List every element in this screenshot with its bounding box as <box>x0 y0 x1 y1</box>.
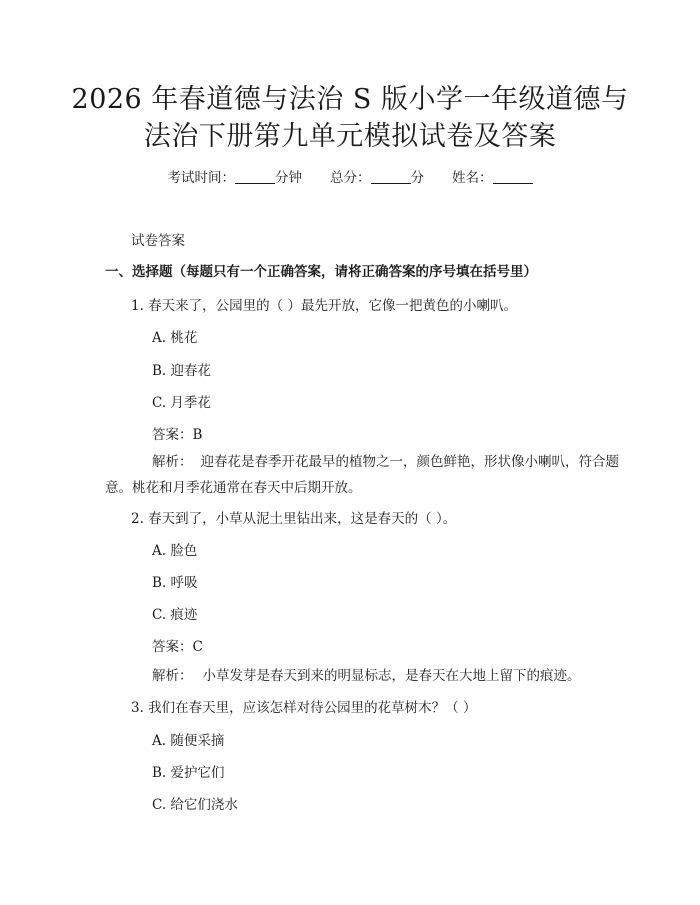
title-line-2: 法治下册第九单元模拟试卷及答案 <box>143 121 557 152</box>
question-1-answer: 答案：B <box>152 427 203 443</box>
question-3-option-a: A. 随便采摘 <box>152 733 225 749</box>
time-label: 考试时间： <box>167 170 235 186</box>
score-unit: 分 <box>410 170 424 186</box>
question-1-explanation <box>105 449 645 501</box>
question-1-option-a: A. 桃花 <box>152 330 198 346</box>
question-1-option-b: B. 迎春花 <box>152 363 212 379</box>
question-2-explanation <box>152 666 581 686</box>
score-label: 总分： <box>330 170 371 186</box>
question-2-option-c: C. 痕迹 <box>152 607 198 623</box>
question-2-explanation-label: 解析： <box>152 668 193 684</box>
question-2-option-a: A. 脸色 <box>152 543 198 559</box>
title-line-1: 2026 年春道德与法治 S 版小学一年级道德与 <box>71 84 629 115</box>
name-label: 姓名： <box>452 170 493 186</box>
answer-header: 试卷答案 <box>131 233 185 249</box>
score-blank[interactable] <box>371 169 411 184</box>
question-2-answer: 答案：C <box>152 639 203 655</box>
question-3-stem: 3. 我们在春天里，应该怎样对待公园里的花草树木？（ ） <box>131 700 477 716</box>
question-1-stem: 1. 春天来了，公园里的（ ）最先开放，它像一把黄色的小喇叭。 <box>131 298 517 314</box>
question-2-option-b: B. 呼吸 <box>152 575 198 591</box>
question-3-option-b: B. 爱护它们 <box>152 765 225 781</box>
section-1-title: 一、选择题（每题只有一个正确答案，请将正确答案的序号填在括号里） <box>105 264 537 280</box>
question-2-stem: 2. 春天到了，小草从泥土里钻出来，这是春天的（ ）。 <box>131 511 457 527</box>
name-blank[interactable] <box>493 169 533 184</box>
time-blank[interactable] <box>235 169 275 184</box>
time-unit: 分钟 <box>275 170 302 186</box>
question-1-option-c: C. 月季花 <box>152 395 211 411</box>
question-2-explanation-text: 小草发芽是春天到来的明显标志，是春天在大地上留下的痕迹。 <box>202 668 581 684</box>
exam-meta <box>0 168 700 188</box>
question-1-explanation-label: 解析： <box>152 454 193 470</box>
question-3-option-c: C. 给它们浇水 <box>152 797 238 813</box>
question-1-explanation-text: 迎春花是春季开花最早的植物之一，颜色鲜艳，形状像小喇叭，符合题意。桃花和月季花通常在春天中后期开放。 <box>105 454 619 496</box>
